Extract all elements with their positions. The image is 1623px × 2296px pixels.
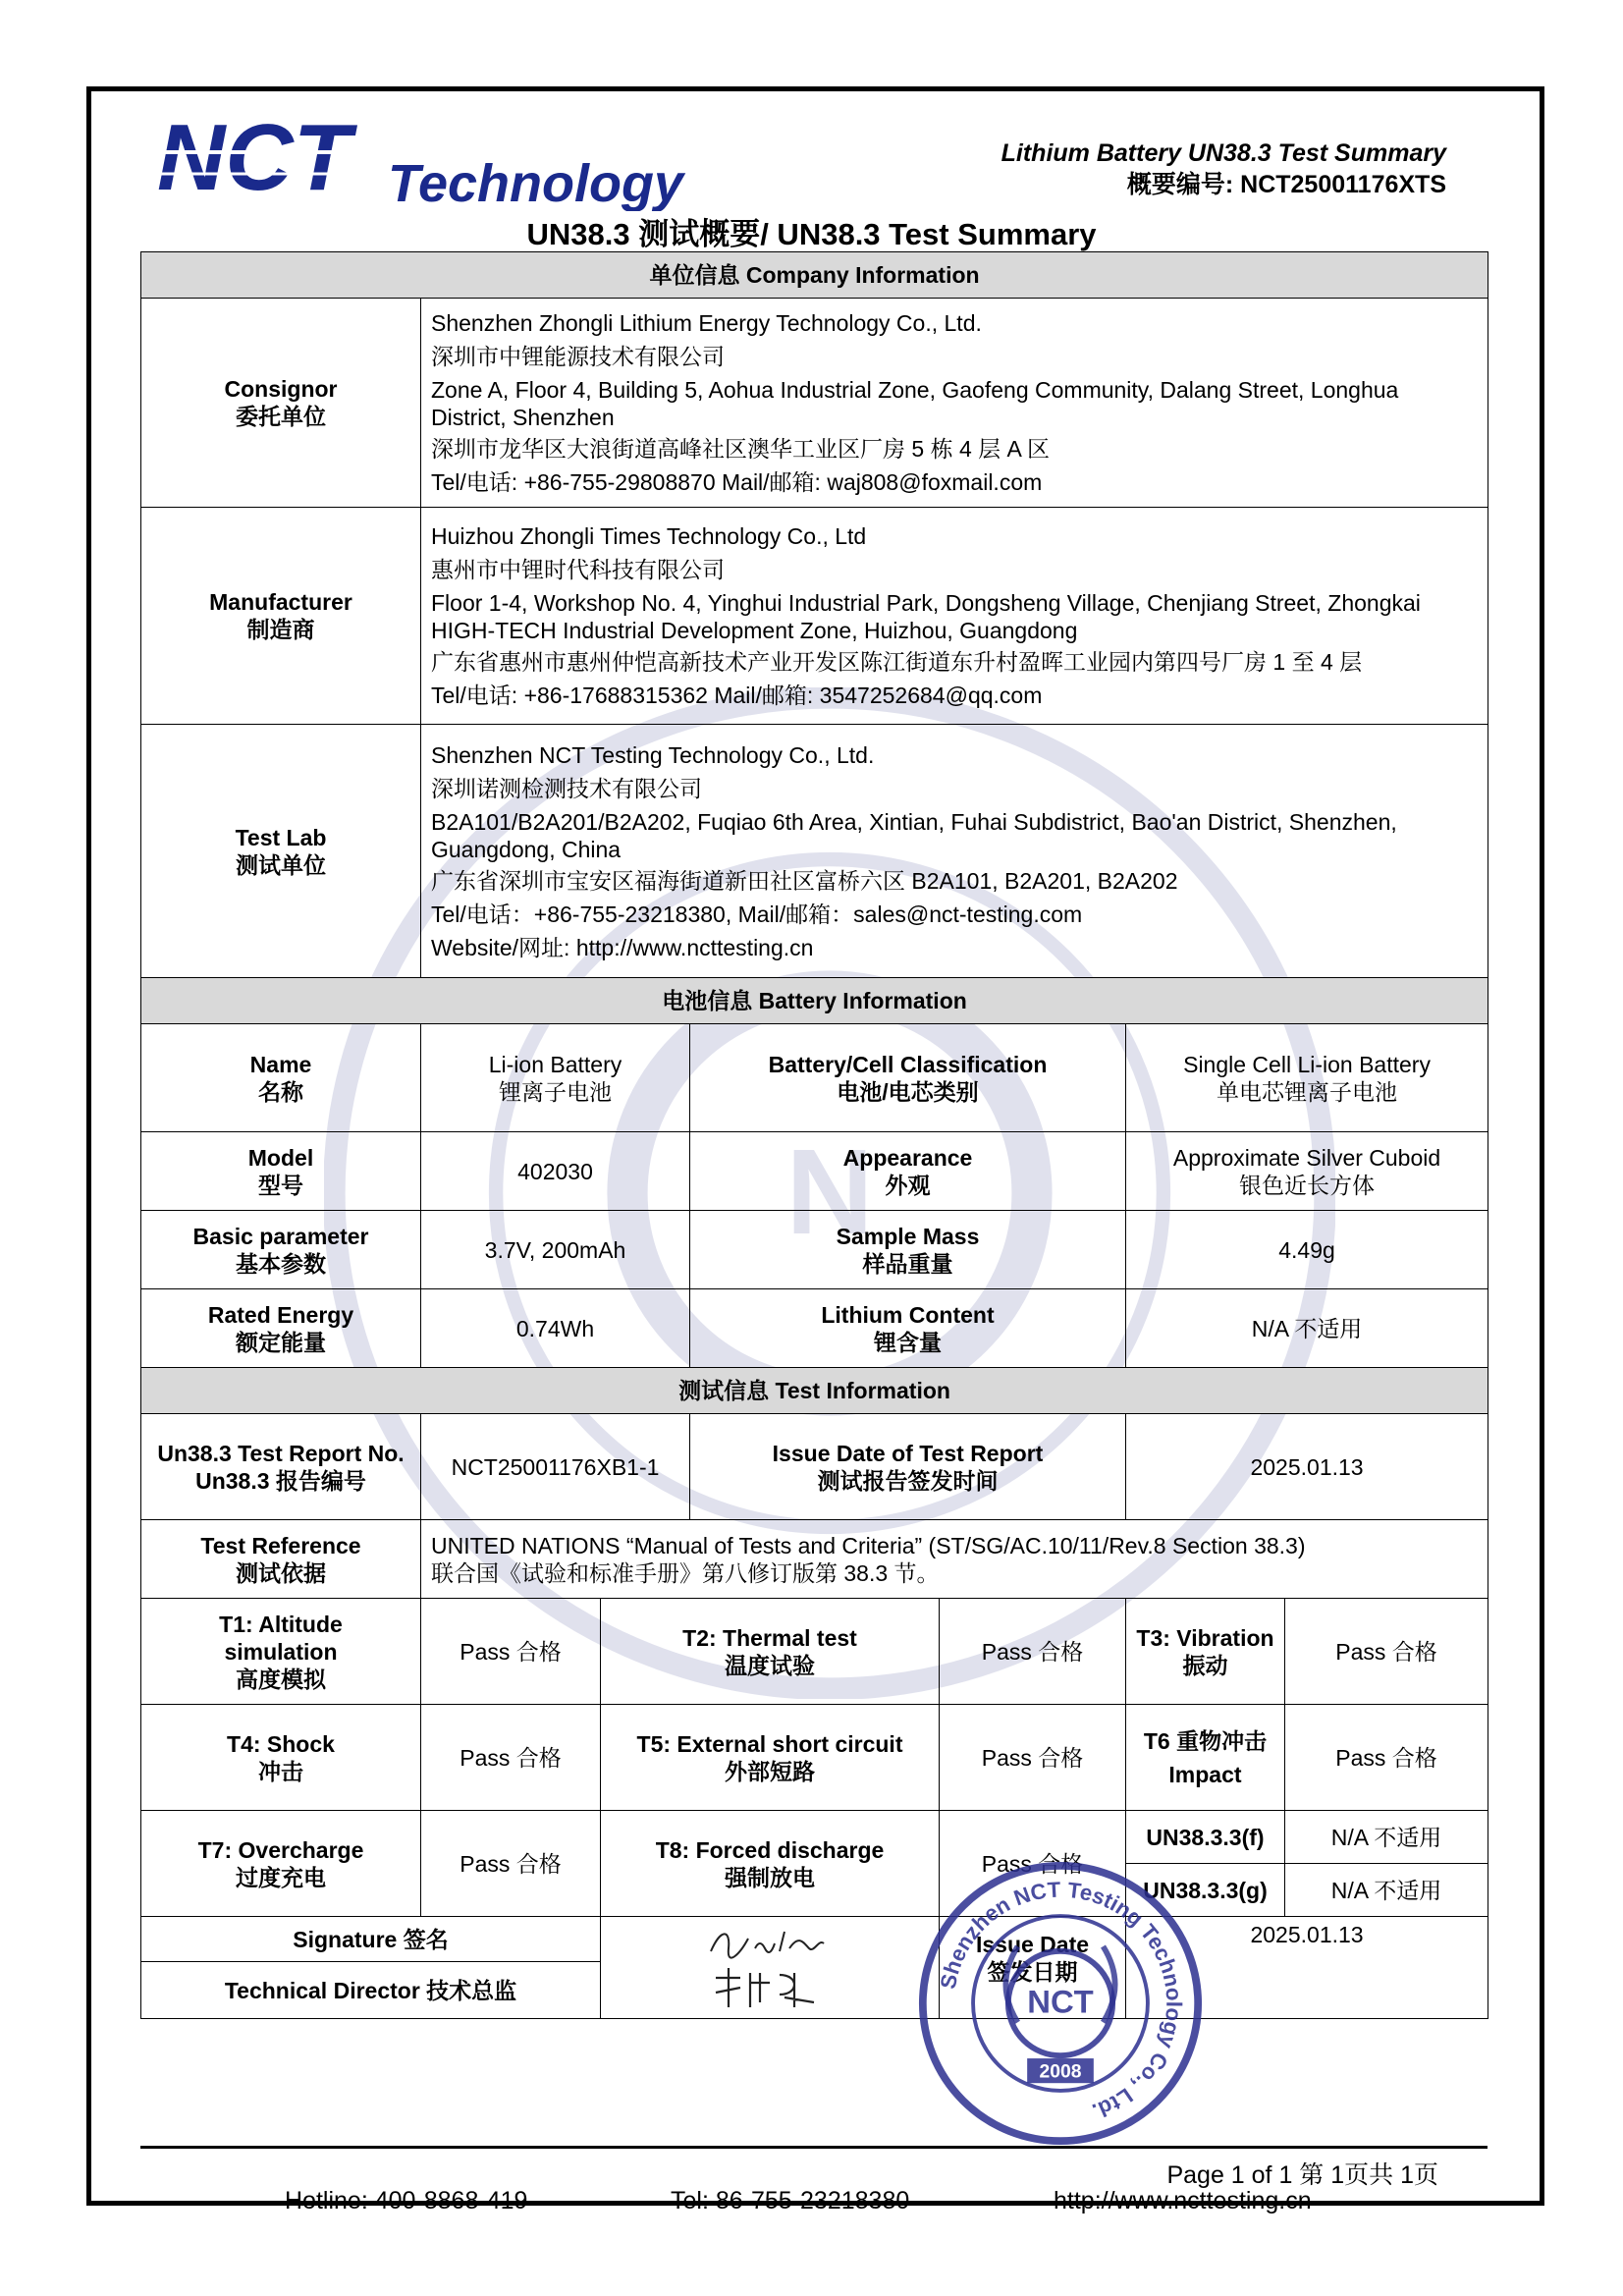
t1-label-en: T1: Altitude simulation [219, 1611, 343, 1665]
document-title: UN38.3 测试概要/ UN38.3 Test Summary [526, 217, 1097, 251]
t1-result: Pass 合格 [421, 1599, 601, 1705]
testlab-address-en: B2A101/B2A201/B2A202, Fuqiao 6th Area, Xintian, Fuhai Subdistrict, Bao'an District, Shenzhen, Guangdong, China [431, 808, 1397, 862]
company-logo [157, 113, 687, 211]
testlab-contact: Tel/电话：+86-755-23218380, Mail/邮箱：sales@nct-testing.com [431, 901, 1083, 927]
t3-label-en: T3: Vibration [1136, 1624, 1274, 1651]
signature-bottom-icon [701, 1963, 839, 2012]
footer-divider [140, 2146, 1488, 2149]
t5-label [601, 1705, 940, 1811]
name-label [141, 1024, 421, 1132]
manufacturer-row [141, 508, 1488, 725]
parameter-label [141, 1211, 421, 1289]
testlab-info [421, 725, 1488, 978]
g-label: UN38.3.3(g) [1126, 1864, 1285, 1917]
classification-value [1126, 1024, 1488, 1132]
parameter-label-cn: 基本参数 [236, 1250, 326, 1277]
t3-label [1126, 1599, 1285, 1705]
manufacturer-address-cn: 广东省惠州市惠州仲恺高新技术产业开发区陈江街道东升村盈晖工业园内第四号厂房 1 至 4 层 [431, 649, 1363, 675]
t2-label [601, 1599, 940, 1705]
section-test: 测试信息 Test Information [141, 1368, 1488, 1414]
model-row [141, 1132, 1488, 1211]
classification-label-en: Battery/Cell Classification [768, 1051, 1048, 1077]
summary-title: Lithium Battery UN38.3 Test Summary [1001, 139, 1446, 167]
mass-label-en: Sample Mass [836, 1223, 980, 1249]
director-label: Technical Director 技术总监 [141, 1962, 601, 2019]
model-label-cn: 型号 [258, 1172, 303, 1198]
t5-result: Pass 合格 [940, 1705, 1126, 1811]
lithium-value: N/A 不适用 [1126, 1289, 1488, 1368]
f-label: UN38.3.3(f) [1126, 1811, 1285, 1864]
consignor-info [421, 299, 1488, 508]
manufacturer-contact: Tel/电话: +86-17688315362 Mail/邮箱: 3547252684@qq.com [431, 683, 1043, 708]
battery-name-row [141, 1024, 1488, 1132]
t1-label [141, 1599, 421, 1705]
t2-label-cn: 温度试验 [725, 1652, 815, 1678]
consignor-address-en: Zone A, Floor 4, Building 5, Aohua Industrial Zone, Gaofeng Community, Dalang Street, Longhua District, Shenzhen [431, 377, 1399, 430]
manufacturer-info [421, 508, 1488, 725]
sig-issue-date-label-en: Issue Date [975, 1932, 1090, 1957]
mass-value: 4.49g [1126, 1211, 1488, 1289]
testlab-label-en: Test Lab [235, 824, 327, 850]
manufacturer-address-en: Floor 1-4, Workshop No. 4, Yinghui Industrial Park, Dongsheng Village, Chenjiang Street, Zhongkai HIGH-TECH Industrial Development Zone, Huizhou, Guangdong [431, 590, 1421, 643]
t4-label-en: T4: Shock [227, 1730, 335, 1757]
name-value [421, 1024, 690, 1132]
mass-label-cn: 样品重量 [862, 1250, 953, 1277]
manufacturer-name-en: Huizhou Zhongli Times Technology Co., Ltd [431, 523, 867, 549]
consignor-label [141, 299, 421, 508]
testlab-address-cn: 广东省深圳市宝安区福海街道新田社区富桥六区 B2A101, B2A201, B2A202 [431, 867, 1178, 894]
consignor-contact: Tel/电话: +86-755-29808870 Mail/邮箱: waj808@foxmail.com [431, 469, 1043, 495]
signature-top-icon [701, 1924, 839, 1963]
report-number-label [141, 1414, 421, 1520]
t6-result: Pass 合格 [1285, 1705, 1488, 1811]
summary-number: 概要编号: NCT25001176XTS [1126, 171, 1446, 198]
energy-value: 0.74Wh [421, 1289, 690, 1368]
issue-date-label-en: Issue Date of Test Report [772, 1440, 1044, 1466]
model-label-en: Model [247, 1144, 314, 1171]
signatures-cell [601, 1917, 940, 2019]
sig-issue-date-label-cn: 签发日期 [987, 1959, 1078, 1985]
t5-label-cn: 外部短路 [725, 1758, 815, 1784]
appearance-label [690, 1132, 1126, 1211]
manufacturer-name-cn: 惠州市中锂时代科技有限公司 [431, 557, 725, 582]
footer-website[interactable]: http://www.ncttesting.cn [1054, 2187, 1312, 2214]
manufacturer-label-en: Manufacturer [209, 589, 352, 615]
svg-text:N: N [785, 1124, 874, 1261]
summary-header [1001, 137, 1446, 200]
model-label [141, 1132, 421, 1211]
classification-label-cn: 电池/电芯类别 [837, 1078, 979, 1105]
reference-label [141, 1520, 421, 1599]
appearance-value-en: Approximate Silver Cuboid [1172, 1144, 1441, 1171]
consignor-row [141, 299, 1488, 508]
svg-text:NCT: NCT [1027, 1983, 1094, 2020]
t6-label-cn: T6 重物冲击 [1143, 1727, 1268, 1754]
issue-date-value: 2025.01.13 [1126, 1414, 1488, 1520]
t3-label-cn: 振动 [1182, 1652, 1228, 1678]
appearance-value-cn: 银色近长方体 [1239, 1172, 1376, 1198]
svg-text:Technology: Technology [388, 154, 684, 211]
model-value: 402030 [421, 1132, 690, 1211]
t7-result: Pass 合格 [421, 1811, 601, 1917]
consignor-label-en: Consignor [224, 376, 338, 402]
t5-label-en: T5: External short circuit [636, 1730, 903, 1757]
t3-result: Pass 合格 [1285, 1599, 1488, 1705]
t6-label [1126, 1705, 1285, 1811]
energy-row [141, 1289, 1488, 1368]
appearance-value [1126, 1132, 1488, 1211]
t7-label-en: T7: Overcharge [197, 1836, 364, 1863]
name-value-en: Li-ion Battery [488, 1051, 622, 1077]
section-company: 单位信息 Company Information [141, 252, 1488, 299]
testlab-label [141, 725, 421, 978]
page-number: Page 1 of 1 第 1页共 1页 [1166, 2161, 1438, 2189]
testlab-name-en: Shenzhen NCT Testing Technology Co., Ltd. [431, 741, 875, 768]
reference-label-cn: 测试依据 [236, 1559, 326, 1586]
appearance-label-cn: 外观 [885, 1172, 931, 1198]
classification-label [690, 1024, 1126, 1132]
testlab-name-cn: 深圳诺测检测技术有限公司 [431, 775, 702, 801]
f-result: N/A 不适用 [1285, 1811, 1488, 1864]
consignor-label-cn: 委托单位 [236, 404, 326, 429]
tests-row-3a [141, 1811, 1488, 1864]
energy-label [141, 1289, 421, 1368]
t7-label [141, 1811, 421, 1917]
footer-tel: Tel: 86-755-23218380 [671, 2187, 910, 2214]
lithium-label-en: Lithium Content [821, 1301, 995, 1328]
tests-row-1 [141, 1599, 1488, 1705]
report-number-value: NCT25001176XB1-1 [421, 1414, 690, 1520]
svg-text:2008: 2008 [1039, 2061, 1082, 2083]
official-stamp [918, 1861, 1203, 2146]
manufacturer-label-cn: 制造商 [246, 617, 315, 642]
parameter-value: 3.7V, 200mAh [421, 1211, 690, 1289]
t6-label-en: Impact [1168, 1761, 1242, 1787]
classification-value-cn: 单电芯锂离子电池 [1217, 1078, 1398, 1105]
svg-text:Shenzhen NCT Testing Technolog: Shenzhen NCT Testing Technology Co., Ltd. [935, 1877, 1187, 2124]
name-label-en: Name [249, 1051, 312, 1077]
energy-label-cn: 额定能量 [236, 1329, 326, 1355]
reference-value-en: UNITED NATIONS “Manual of Tests and Criteria” (ST/SG/AC.10/11/Rev.8 Section 38.3) [431, 1532, 1306, 1558]
svg-text:NCT: NCT [157, 113, 352, 210]
report-number-label-en: Un38.3 Test Report No. [157, 1440, 405, 1466]
consignor-name-cn: 深圳市中锂能源技术有限公司 [431, 344, 725, 369]
consignor-address-cn: 深圳市龙华区大浪街道高峰社区澳华工业区厂房 5 栋 4 层 A 区 [431, 436, 1050, 462]
consignor-name-en: Shenzhen Zhongli Lithium Energy Technology Co., Ltd. [431, 310, 982, 336]
t8-label-en: T8: Forced discharge [655, 1836, 885, 1863]
issue-date-label [690, 1414, 1126, 1520]
summary-table [140, 251, 1488, 2019]
reference-label-en: Test Reference [200, 1532, 361, 1558]
reference-value [421, 1520, 1488, 1599]
testlab-website: Website/网址: http://www.ncttesting.cn [431, 934, 814, 960]
t8-label [601, 1811, 940, 1917]
t7-label-cn: 过度充电 [236, 1864, 326, 1890]
energy-label-en: Rated Energy [207, 1301, 354, 1328]
t4-result: Pass 合格 [421, 1705, 601, 1811]
lithium-label-cn: 锂含量 [874, 1329, 942, 1355]
report-row [141, 1414, 1488, 1520]
t8-label-cn: 强制放电 [725, 1864, 815, 1890]
footer-hotline: Hotline: 400-8868-419 [285, 2187, 528, 2214]
appearance-label-en: Appearance [842, 1144, 973, 1171]
mass-label [690, 1211, 1126, 1289]
section-battery: 电池信息 Battery Information [141, 978, 1488, 1024]
manufacturer-label [141, 508, 421, 725]
signature-row [141, 1917, 1488, 1962]
t1-label-cn: 高度模拟 [236, 1666, 326, 1692]
report-number-label-cn: Un38.3 报告编号 [195, 1467, 366, 1494]
sig-issue-date-value: 2025.01.13 [1126, 1917, 1488, 2019]
issue-date-label-cn: 测试报告签发时间 [817, 1467, 999, 1494]
t8-result: Pass 合格 [940, 1811, 1126, 1917]
reference-row [141, 1520, 1488, 1599]
testlab-label-cn: 测试单位 [236, 851, 326, 878]
parameter-row [141, 1211, 1488, 1289]
t4-label [141, 1705, 421, 1811]
t4-label-cn: 冲击 [258, 1758, 303, 1784]
lithium-label [690, 1289, 1126, 1368]
signature-label: Signature 签名 [141, 1917, 601, 1962]
classification-value-en: Single Cell Li-ion Battery [1183, 1051, 1431, 1077]
t2-label-en: T2: Thermal test [682, 1624, 857, 1651]
testlab-row [141, 725, 1488, 978]
name-label-cn: 名称 [258, 1078, 303, 1105]
parameter-label-en: Basic parameter [192, 1223, 369, 1249]
g-result: N/A 不适用 [1285, 1864, 1488, 1917]
name-value-cn: 锂离子电池 [499, 1078, 612, 1105]
reference-value-cn: 联合国《试验和标准手册》第八修订版第 38.3 节。 [431, 1559, 940, 1586]
t2-result: Pass 合格 [940, 1599, 1126, 1705]
tests-row-2 [141, 1705, 1488, 1811]
